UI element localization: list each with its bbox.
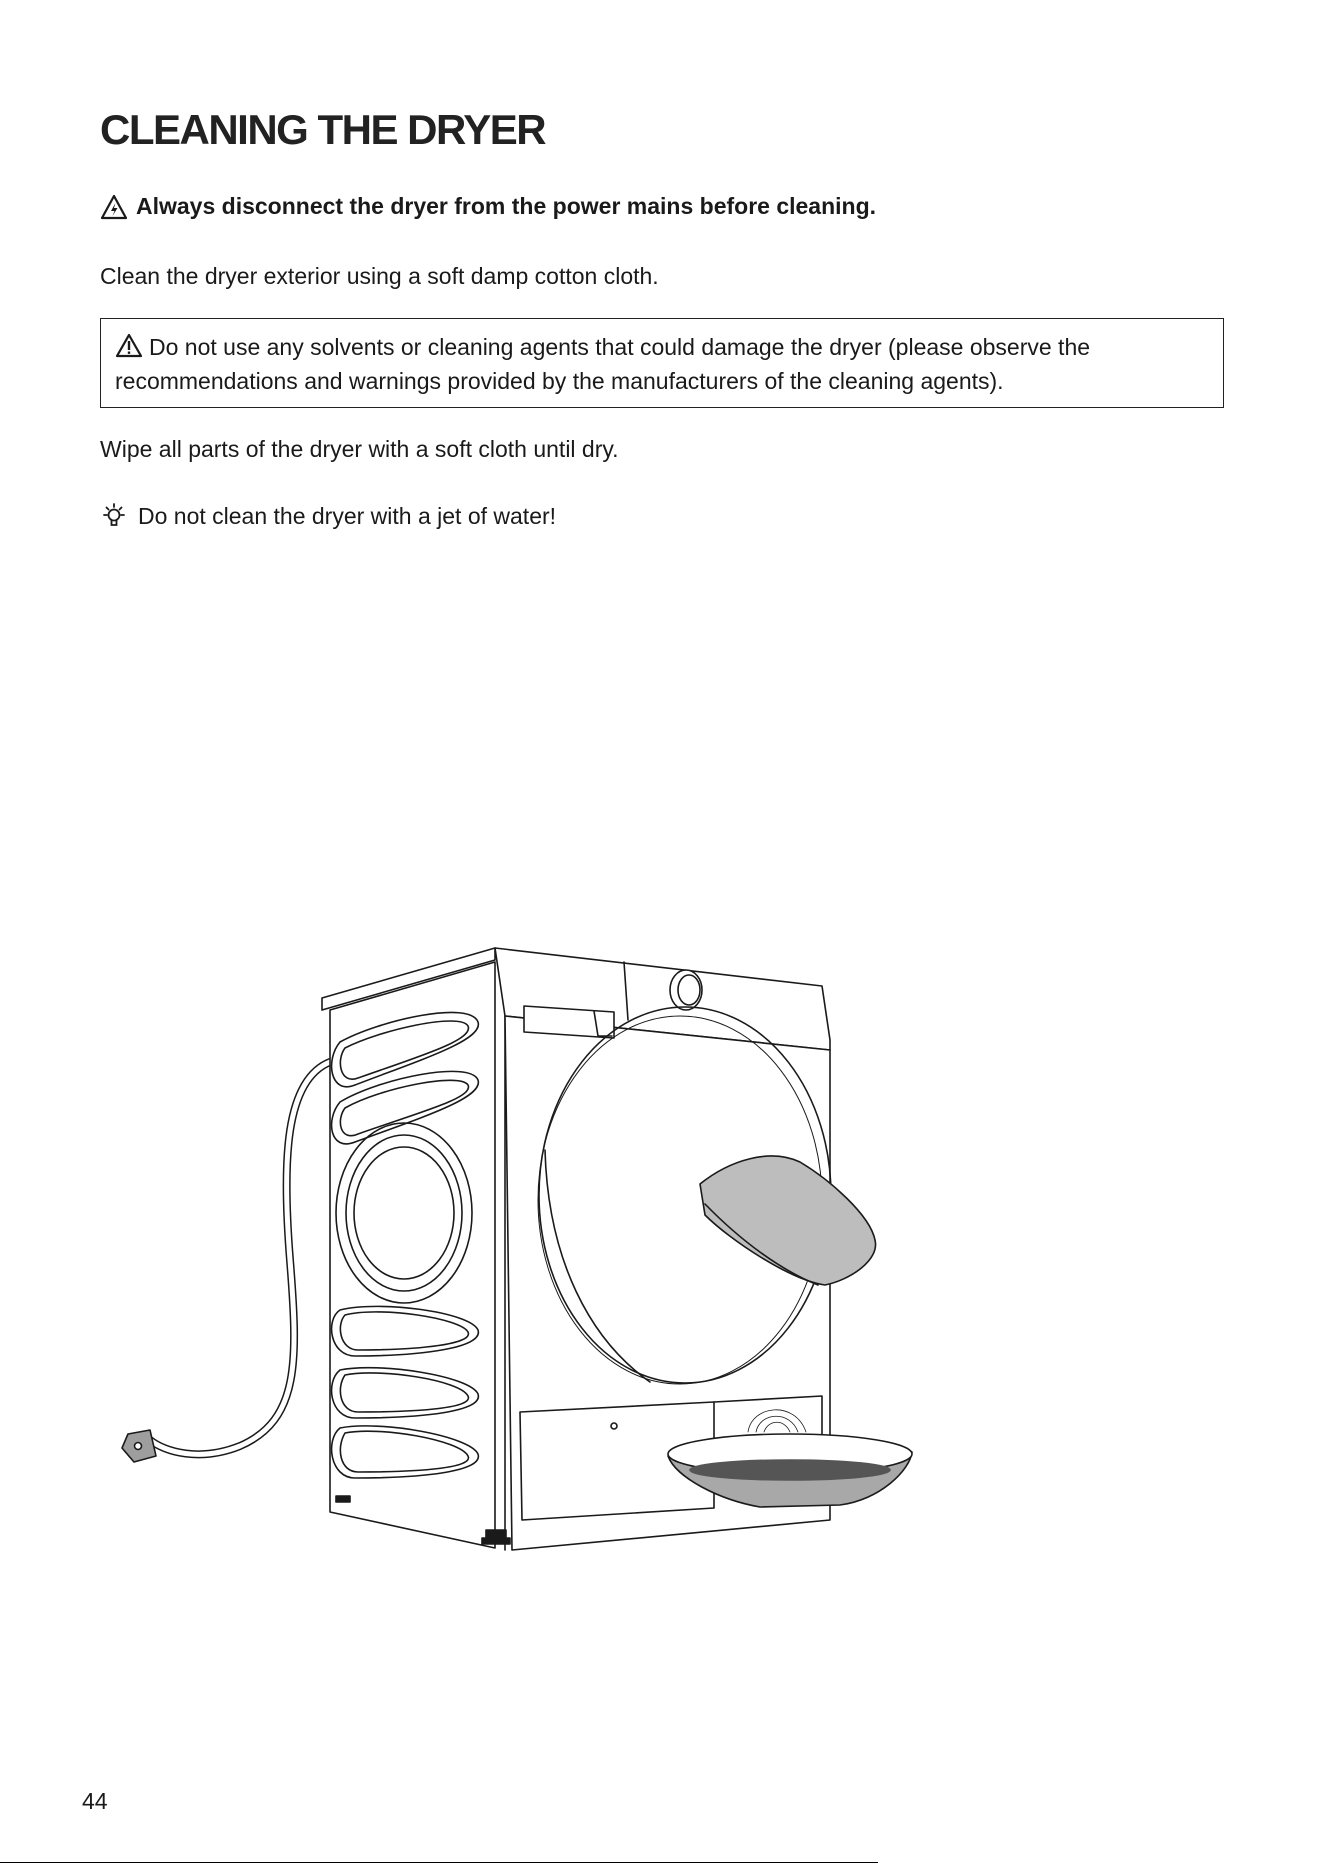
- page-number: 44: [82, 1788, 108, 1814]
- caution-text-line-2: recommendations and warnings provided by the manufacturers of the cleaning agents).: [115, 368, 1004, 394]
- plug-icon: [122, 1430, 156, 1462]
- power-warning: [100, 193, 876, 220]
- caution-text-line-1: Do not use any solvents or cleaning agents that could damage the dryer (please observe the: [149, 334, 1091, 360]
- exterior-instruction: Clean the dryer exterior using a soft damp cotton cloth.: [100, 263, 659, 289]
- water-tip: [100, 502, 556, 530]
- page-title: CLEANING THE DRYER: [100, 106, 546, 153]
- dryer-cleaning-illustration: [100, 920, 950, 1560]
- power-warning-text: Always disconnect the dryer from the power mains before cleaning.: [136, 193, 877, 219]
- bottom-rule: [0, 1862, 878, 1863]
- electric-warning-icon: [100, 194, 128, 220]
- exclamation-warning-icon: [115, 333, 143, 358]
- wipe-instruction: Wipe all parts of the dryer with a soft cloth until dry.: [100, 436, 619, 462]
- caution-box: [100, 318, 1224, 408]
- lightbulb-icon: [100, 502, 128, 530]
- water-tip-text: Do not clean the dryer with a jet of water!: [138, 502, 557, 529]
- power-cord: [150, 1062, 330, 1454]
